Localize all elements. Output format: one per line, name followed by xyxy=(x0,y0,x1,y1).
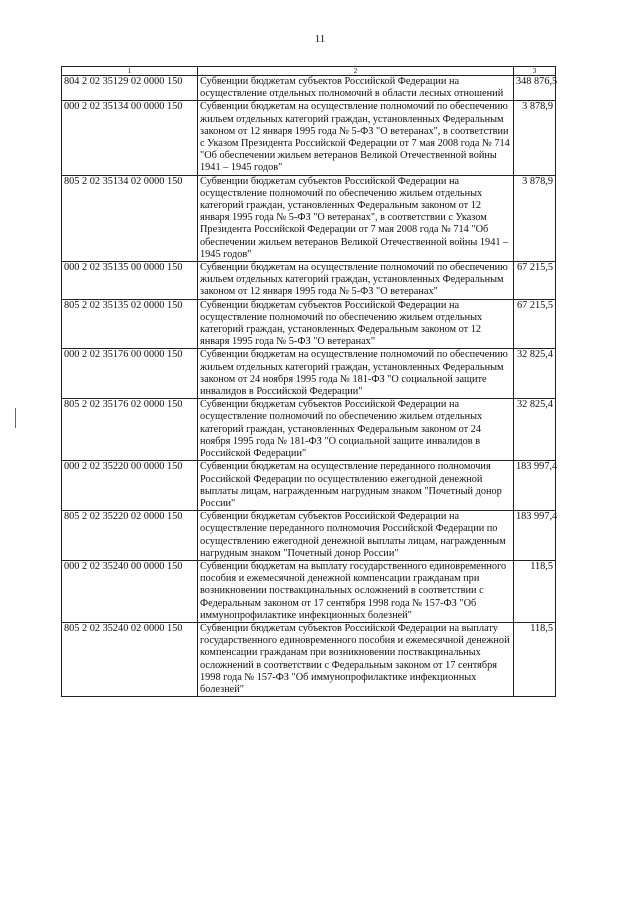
amount-cell: 183 997,4 xyxy=(514,461,556,511)
name-cell: Субвенции бюджетам субъектов Российской Федерации на выплату государственного единовременного пособия и ежемесячной денежной компенсации гражданам при возникновении поствакцинальных осложнений в соответствии с Федеральным законом от 17 сентября 1998 года № 157-ФЗ "Об иммунопрофилактике инфекционных болезней" xyxy=(198,622,514,696)
table-row xyxy=(62,511,556,561)
table-row xyxy=(62,349,556,399)
table-row xyxy=(62,175,556,261)
code-cell: 000 2 02 35134 00 0000 150 xyxy=(62,101,198,175)
table-row xyxy=(62,101,556,175)
amount-cell: 3 878,9 xyxy=(514,101,556,175)
name-cell: Субвенции бюджетам субъектов Российской Федерации на осуществление переданного полномочия Российской Федерации по осуществлению ежегодной денежной выплаты лицам, награжденным нагрудным знаком "Почетный донор России" xyxy=(198,511,514,561)
name-cell: Субвенции бюджетам субъектов Российской Федерации на осуществление полномочий по обеспечению жильем отдельных категорий граждан, установленных Федеральным законом от 12 января 1995 года № 5-ФЗ "О ветеранах", в соответствии с Указом Президента Российской Федерации от 7 мая 2008 года № 714 "Об обеспечении жильем ветеранов Великой Отечественной войны 1941 – 1945 годов" xyxy=(198,175,514,261)
name-cell: Субвенции бюджетам на выплату государственного единовременного пособия и ежемесячной денежной компенсации гражданам при возникновении поствакцинальных осложнений в соответствии с Федеральным законом от 17 сентября 1998 года № 157-ФЗ "Об иммунопрофилактике инфекционных болезней" xyxy=(198,560,514,622)
table-row xyxy=(62,399,556,461)
name-cell: Субвенции бюджетам субъектов Российской Федерации на осуществление полномочий по обеспечению жильем отдельных категорий граждан, установленных Федеральным законом от 24 ноября 1995 года № 181-ФЗ "О социальной защите инвалидов в Российской Федерации" xyxy=(198,399,514,461)
table-row xyxy=(62,560,556,622)
name-cell: Субвенции бюджетам на осуществление полномочий по обеспечению жильем отдельных категорий граждан, установленных Федеральным законом от 24 ноября 1995 года № 181-ФЗ "О социальной защите инвалидов в Российской Федерации" xyxy=(198,349,514,399)
code-cell: 804 2 02 35129 02 0000 150 xyxy=(62,76,198,101)
name-cell: Субвенции бюджетам на осуществление переданного полномочия Российской Федерации по осуществлению ежегодной денежной выплаты лицам, награжденным нагрудным знаком "Почетный донор России" xyxy=(198,461,514,511)
code-cell: 000 2 02 35135 00 0000 150 xyxy=(62,262,198,300)
amount-cell: 3 878,9 xyxy=(514,175,556,261)
amount-cell: 67 215,5 xyxy=(514,299,556,349)
budget-table xyxy=(61,66,556,697)
code-cell: 805 2 02 35135 02 0000 150 xyxy=(62,299,198,349)
name-cell: Субвенции бюджетам на осуществление полномочий по обеспечению жильем отдельных категорий граждан, установленных Федеральным законом от 12 января 1995 года № 5-ФЗ "О ветеранах", в соответствии с Указом Президента Российской Федерации от 7 мая 2008 года № 714 "Об обеспечении жильем ветеранов Великой Отечественной войны 1941 – 1945 годов" xyxy=(198,101,514,175)
code-cell: 000 2 02 35220 00 0000 150 xyxy=(62,461,198,511)
table-row xyxy=(62,299,556,349)
code-cell: 805 2 02 35220 02 0000 150 xyxy=(62,511,198,561)
amount-cell: 348 876,5 xyxy=(514,76,556,101)
amount-cell: 67 215,5 xyxy=(514,262,556,300)
page-number: 11 xyxy=(314,33,326,45)
code-cell: 000 2 02 35240 00 0000 150 xyxy=(62,560,198,622)
code-cell: 805 2 02 35176 02 0000 150 xyxy=(62,399,198,461)
table-row xyxy=(62,461,556,511)
name-cell: Субвенции бюджетам на осуществление полномочий по обеспечению жильем отдельных категорий граждан, установленных Федеральным законом от 12 января 1995 года № 5-ФЗ "О ветеранах" xyxy=(198,262,514,300)
amount-cell: 118,5 xyxy=(514,560,556,622)
code-cell: 805 2 02 35240 02 0000 150 xyxy=(62,622,198,696)
code-cell: 000 2 02 35176 00 0000 150 xyxy=(62,349,198,399)
code-cell: 805 2 02 35134 02 0000 150 xyxy=(62,175,198,261)
amount-cell: 183 997,4 xyxy=(514,511,556,561)
name-cell: Субвенции бюджетам субъектов Российской Федерации на осуществление полномочий по обеспечению жильем отдельных категорий граждан, установленных Федеральным законом от 12 января 1995 года № 5-ФЗ "О ветеранах" xyxy=(198,299,514,349)
column-header-3: 3 xyxy=(514,67,556,76)
table-row xyxy=(62,262,556,300)
table-row xyxy=(62,76,556,101)
amount-cell: 32 825,4 xyxy=(514,349,556,399)
table-row xyxy=(62,622,556,696)
column-header-1: 1 xyxy=(62,67,198,76)
name-cell: Субвенции бюджетам субъектов Российской Федерации на осуществление отдельных полномочий в области лесных отношений xyxy=(198,76,514,101)
table-header-row xyxy=(62,67,556,76)
column-header-2: 2 xyxy=(198,67,514,76)
amount-cell: 32 825,4 xyxy=(514,399,556,461)
margin-mark xyxy=(15,408,16,428)
amount-cell: 118,5 xyxy=(514,622,556,696)
